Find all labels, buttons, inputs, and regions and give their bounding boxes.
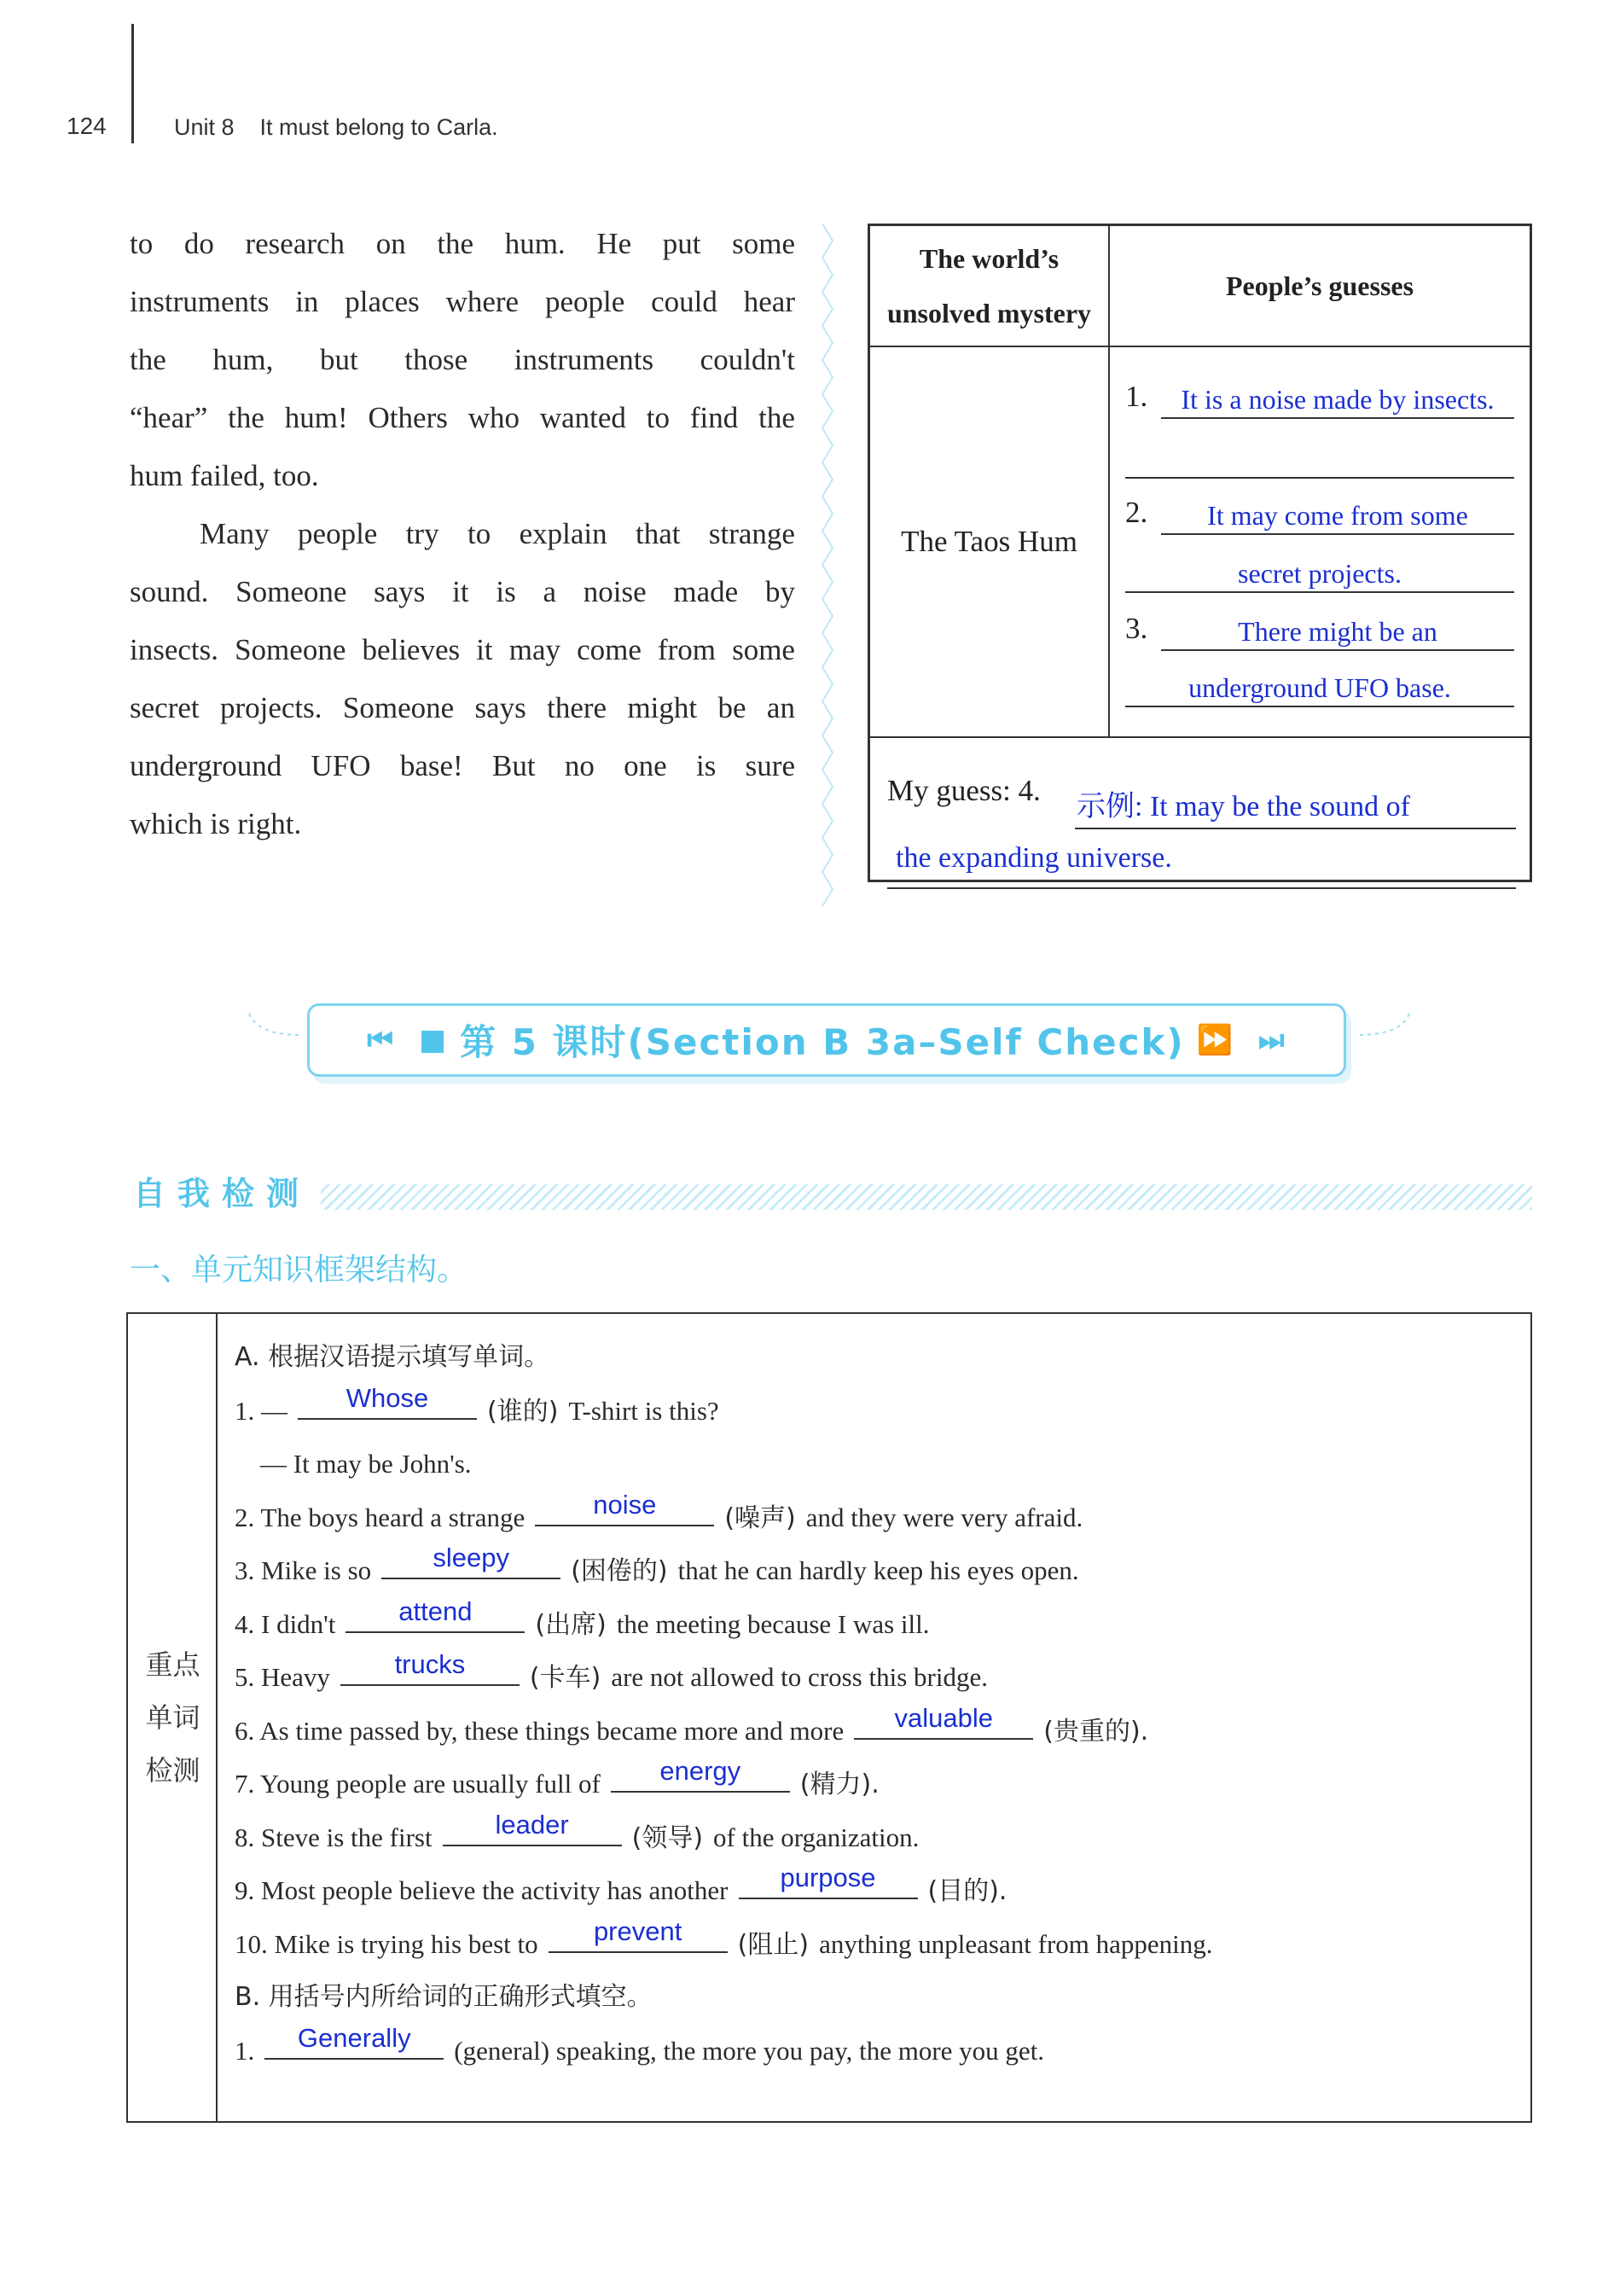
answer-line	[1161, 417, 1514, 419]
chinese-hint: (困倦的)	[571, 1556, 668, 1586]
header-mystery-line2: unsolved mystery	[886, 298, 1092, 328]
guess-number: 1.	[1125, 380, 1148, 413]
my-guess-answer-2: the expanding universe.	[896, 842, 1172, 874]
exercise-item	[235, 1491, 1522, 1545]
mystery-name: The Taos Hum	[870, 347, 1110, 738]
chinese-hint: (目的).	[927, 1876, 1007, 1906]
item-suffix: T-shirt is this?	[568, 1395, 719, 1426]
answer-text: valuable	[894, 1702, 993, 1733]
chinese-hint: (谁的)	[487, 1396, 559, 1427]
passage-line: instruments in places where people could hear	[130, 285, 795, 318]
item-suffix: that he can hardly keep his eyes open.	[677, 1555, 1079, 1585]
answer-blank[interactable]	[549, 1915, 728, 1953]
item-suffix: are not allowed to cross this bridge.	[611, 1662, 988, 1692]
my-guess-answer-1: 示例: It may be the sound of	[1077, 791, 1410, 822]
exercise-items	[235, 1382, 1522, 1972]
side-label	[128, 1638, 218, 1797]
answer-blank[interactable]	[340, 1649, 520, 1686]
framework-heading: 一、单元知识框架结构。	[130, 1253, 468, 1288]
exercise-item	[235, 1382, 1522, 1439]
passage-line: hum failed, too.	[130, 459, 319, 492]
square-icon: ■	[418, 1023, 449, 1057]
item-suffix: the meeting because I was ill.	[616, 1608, 930, 1639]
mystery-table	[868, 224, 1532, 882]
guess-answer: It is a noise made by insects.	[1181, 384, 1495, 415]
item-prefix: 4. I didn't	[235, 1608, 336, 1639]
chinese-hint: (精力).	[799, 1770, 880, 1799]
exercise-item-b1	[235, 2022, 1522, 2078]
guess-row	[1125, 555, 1514, 590]
item-prefix: 1. —	[235, 1395, 287, 1426]
exercise-item	[235, 1758, 1522, 1811]
guess-row	[1125, 381, 1514, 416]
item-suffix: of the organization.	[713, 1822, 920, 1852]
guess-row	[1125, 613, 1514, 648]
answer-blank[interactable]	[443, 1809, 622, 1846]
skip-forward-icon: ⏭	[1258, 1023, 1286, 1057]
item-prefix: 8. Steve is the first	[235, 1822, 433, 1852]
part-a-title: A. 根据汉语提示填写单词。	[235, 1342, 550, 1372]
guess-answer: underground UFO base.	[1188, 672, 1451, 703]
section-banner	[307, 1003, 1346, 1077]
side-label-line: 单词	[145, 1701, 200, 1734]
item-suffix: and they were very afraid.	[805, 1502, 1083, 1532]
answer-line	[1161, 649, 1514, 651]
passage-line: secret projects. Someone says there might be an	[130, 691, 795, 724]
guess-answer: It may come from some	[1207, 500, 1468, 531]
answer-text: sleepy	[433, 1543, 509, 1572]
answer-blank[interactable]	[298, 1382, 477, 1420]
exercise-table	[126, 1312, 1532, 2123]
passage-line: Many people try to explain that strange	[200, 517, 795, 550]
answer-text: purpose	[780, 1863, 876, 1892]
guess-number: 2.	[1125, 496, 1148, 529]
passage-line: underground UFO base! But no one is sure	[130, 749, 795, 782]
item-suffix: (general) speaking, the more you pay, the more you get.	[454, 2035, 1045, 2066]
header-mystery-line1: The world’s	[919, 243, 1060, 274]
header-guesses: People’s guesses	[1110, 226, 1530, 347]
exercise-item	[235, 1864, 1522, 1918]
guess-row	[1125, 497, 1514, 532]
answer-blank[interactable]	[345, 1596, 525, 1633]
guess-row	[1125, 670, 1514, 704]
item-prefix: 3. Mike is so	[235, 1555, 372, 1585]
my-guess-cell	[870, 738, 1530, 880]
exercise-item	[235, 1544, 1522, 1598]
guess-row	[1125, 441, 1514, 475]
exercise-item	[235, 1702, 1522, 1758]
item-prefix: 5. Heavy	[235, 1662, 330, 1692]
answer-text: trucks	[394, 1649, 466, 1679]
answer-line	[887, 887, 1516, 889]
answer-line	[1125, 706, 1514, 707]
answer-text: Generally	[297, 2022, 411, 2053]
banner-title: 第 5 课时(Section B 3a–Self Check)	[460, 1021, 1185, 1063]
exercise-item	[235, 1811, 1522, 1865]
header-rule	[131, 24, 134, 143]
passage-line: to do research on the hum. He put some	[130, 227, 795, 260]
guess-answer: There might be an	[1238, 616, 1437, 647]
exercise-item	[235, 1598, 1522, 1652]
answer-blank[interactable]	[264, 2022, 444, 2060]
answer-blank[interactable]	[535, 1489, 714, 1526]
reply-line: — It may be John's.	[260, 1449, 472, 1479]
exercise-item	[235, 1915, 1522, 1972]
item-prefix: 10. Mike is trying his best to	[235, 1928, 538, 1959]
answer-blank[interactable]	[381, 1545, 560, 1579]
zigzag-divider	[817, 224, 838, 906]
chinese-hint: (出席)	[535, 1609, 607, 1640]
item-prefix: 1.	[235, 2035, 255, 2066]
guesses-cell	[1110, 347, 1530, 738]
chinese-hint: (噪声)	[724, 1503, 796, 1533]
guess-answer: secret projects.	[1238, 558, 1402, 589]
my-guess-label: My guess: 4.	[887, 774, 1041, 807]
hatch-stripe	[321, 1184, 1532, 1210]
chinese-hint: (领导)	[631, 1822, 704, 1853]
side-label-line: 检测	[145, 1754, 200, 1787]
answer-text: energy	[659, 1756, 741, 1786]
item-suffix: anything unpleasant from happening.	[819, 1928, 1213, 1959]
passage-line: the hum, but those instruments couldn't	[130, 343, 795, 376]
answer-text: attend	[398, 1596, 473, 1626]
answer-text: Whose	[345, 1382, 429, 1413]
passage-line: insects. Someone believes it may come from some	[130, 633, 795, 666]
item-prefix: 2. The boys heard a strange	[235, 1502, 525, 1532]
self-check-heading: 自我检测	[133, 1175, 311, 1212]
exercise-item	[235, 1651, 1522, 1705]
chinese-hint: (贵重的).	[1043, 1716, 1149, 1747]
chinese-hint: (阻止)	[737, 1929, 810, 1960]
answer-text: prevent	[593, 1915, 682, 1946]
answer-line	[1125, 477, 1514, 479]
item-prefix: 9. Most people believe the activity has another	[235, 1875, 729, 1905]
exercise-body	[235, 1331, 1522, 2078]
answer-text: noise	[593, 1489, 657, 1520]
passage-line: sound. Someone says it is a noise made by	[130, 575, 795, 608]
guess-number: 3.	[1125, 612, 1148, 645]
answer-blank[interactable]	[854, 1702, 1033, 1740]
page-number: 124	[67, 113, 107, 139]
unit-title: Unit 8 It must belong to Carla.	[174, 114, 498, 140]
item-prefix: 7. Young people are usually full of	[235, 1769, 601, 1799]
answer-text: leader	[495, 1809, 569, 1840]
skip-back-icon: ⏮	[367, 1023, 395, 1057]
reading-passage	[130, 215, 795, 853]
side-label-line: 重点	[145, 1648, 200, 1681]
answer-blank[interactable]	[739, 1865, 918, 1899]
header-mystery	[870, 226, 1110, 347]
answer-line	[1075, 828, 1516, 829]
passage-line: “hear” the hum! Others who wanted to find the	[130, 401, 795, 434]
answer-line	[1161, 533, 1514, 535]
passage-line: which is right.	[130, 807, 302, 840]
chinese-hint: (卡车)	[529, 1663, 601, 1693]
part-b-title: B. 用括号内所给词的正确形式填空。	[235, 1982, 653, 2012]
answer-blank[interactable]	[611, 1758, 790, 1793]
side-label-cell	[128, 1314, 218, 2121]
item-prefix: 6. As time passed by, these things became more and more	[235, 1715, 845, 1746]
answer-line	[1125, 591, 1514, 593]
fast-forward-icon: ⏩	[1196, 1023, 1235, 1057]
